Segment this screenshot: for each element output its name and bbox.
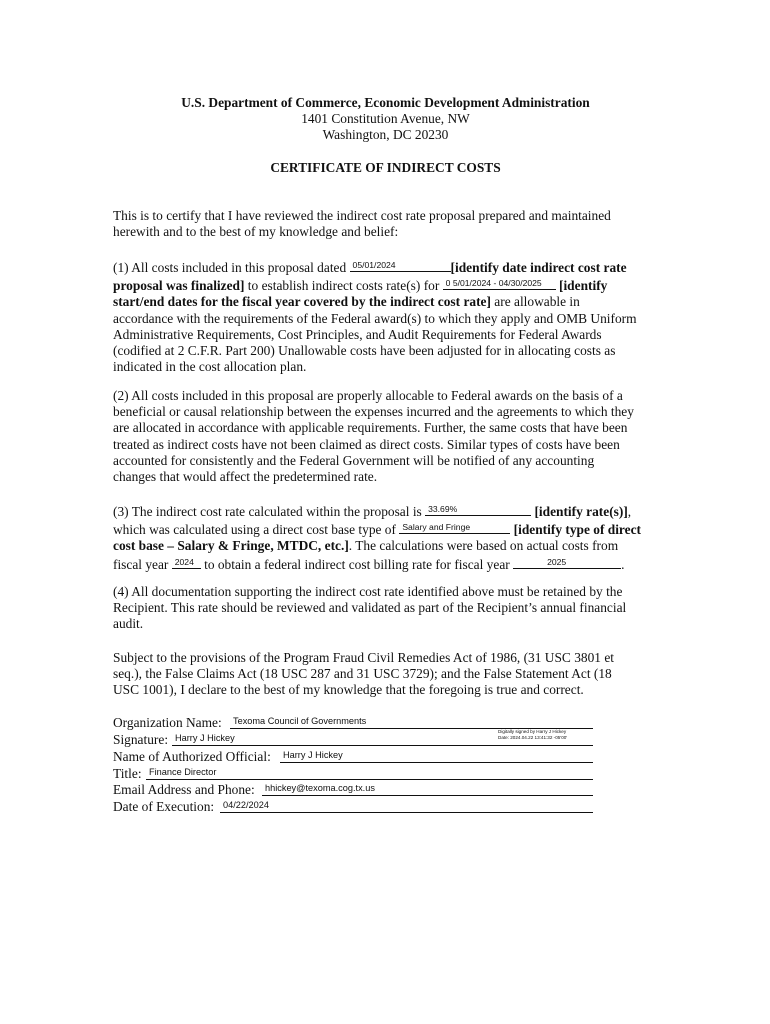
cost-base-field[interactable]: Salary and Fringe bbox=[399, 520, 510, 534]
execution-date-row bbox=[113, 798, 593, 815]
authorized-official-row bbox=[113, 748, 593, 765]
paragraph-3: (3) The indirect cost rate calculated within the proposal is 33.69% [identify rate(s)], which was calculated using a direct cost base type of Salary and Fringe [identify type of direct cost base – Salary & Fringe, MTDC, etc.]. The calculations were based on actual costs from fiscal year 2024 to obtain a federal indirect cost billing rate for fiscal year 2025 . bbox=[113, 504, 641, 572]
organization-name-value: Texoma Council of Governments bbox=[233, 716, 367, 726]
proposal-date-field[interactable]: 05/01/2024 bbox=[350, 258, 451, 272]
fiscal-period-field[interactable]: 0 5/01/2024 - 04/30/2025 bbox=[443, 276, 556, 290]
authorized-official-field[interactable] bbox=[280, 762, 593, 763]
authorized-official-value: Harry J Hickey bbox=[283, 750, 343, 760]
paragraph-1: (1) All costs included in this proposal dated 05/01/2024 [identify date indirect cost rate proposal was finalized] to establish indirect costs rate(s) for 0 5/01/2024 - 04/30/2025 [identify start/end dates for the fiscal year covered by the indirect cost rate] are allowable in accordance with the requirements of the Federal award(s) to which they apply and OMB Uniform Administrative Requirements, Cost Principles, and Audit Requirements for Federal Awards (codified at 2 C.F.R. Part 200) Unallowable costs have been adjusted for in allocating costs as indicated in the cost allocation plan. bbox=[113, 260, 637, 375]
title-label: Title: bbox=[113, 765, 142, 781]
email-phone-field[interactable] bbox=[262, 795, 593, 796]
document-title: CERTIFICATE OF INDIRECT COSTS bbox=[270, 160, 501, 175]
indirect-rate-field[interactable]: 33.69% bbox=[425, 502, 531, 516]
title-field[interactable] bbox=[146, 779, 593, 780]
header bbox=[113, 95, 658, 144]
organization-name-label: Organization Name: bbox=[113, 714, 222, 730]
signature-field[interactable] bbox=[172, 745, 593, 746]
title-value: Finance Director bbox=[149, 767, 217, 777]
signature-row bbox=[113, 731, 593, 748]
paragraph-4: (4) All documentation supporting the indirect cost rate identified above must be retained by the Recipient. This rate should be reviewed and validated as part of the Recipient’s annual financial audit. bbox=[113, 584, 627, 632]
intro-paragraph: This is to certify that I have reviewed the indirect cost rate proposal prepared and maintained herewith and to the best of my knowledge and belief: bbox=[113, 208, 611, 240]
title-row bbox=[113, 765, 593, 782]
fiscal-year-field[interactable]: 2024 bbox=[172, 555, 201, 569]
digital-signature-stamp: Digitally signed by Harry J Hickey Date: 2024.04.22 13:41:32 -05'00' bbox=[498, 729, 568, 740]
billing-year-field[interactable]: 2025 bbox=[513, 555, 621, 569]
email-phone-row bbox=[113, 781, 593, 798]
address-line-2: Washington, DC 20230 bbox=[322, 127, 449, 143]
execution-date-label: Date of Execution: bbox=[113, 798, 215, 814]
address-line-1: 1401 Constitution Avenue, NW bbox=[301, 111, 470, 127]
authorized-official-label: Name of Authorized Official: bbox=[113, 748, 271, 764]
signature-value: Harry J Hickey bbox=[175, 733, 235, 743]
execution-date-field[interactable] bbox=[220, 812, 593, 813]
paragraph-5: Subject to the provisions of the Program Fraud Civil Remedies Act of 1986, (31 USC 3801 et seq.), the False Claims Act (18 USC 287 and 31 USC 3729); and the False Statement Act (18 USC 1001), I declare to the best of my knowledge that the foregoing is true and correct. bbox=[113, 650, 614, 698]
paragraph-2: (2) All costs included in this proposal are properly allocable to Federal awards on the basis of a beneficial or causal relationship between the expenses incurred and the agreements to which they are allocated in accordance with applicable requirements. Further, the same costs that have been treated as indirect costs have not been claimed as direct costs. Similar types of costs have been accounted for consistently and the Federal Government will be notified of any accounting changes that would affect the predetermined rate. bbox=[113, 388, 634, 485]
email-phone-label: Email Address and Phone: bbox=[113, 781, 255, 797]
email-phone-value: hhickey@texoma.cog.tx.us bbox=[265, 783, 375, 793]
agency-name: U.S. Department of Commerce, Economic Development Administration bbox=[181, 95, 590, 110]
execution-date-value: 04/22/2024 bbox=[223, 800, 269, 810]
signature-label: Signature: bbox=[113, 731, 169, 747]
